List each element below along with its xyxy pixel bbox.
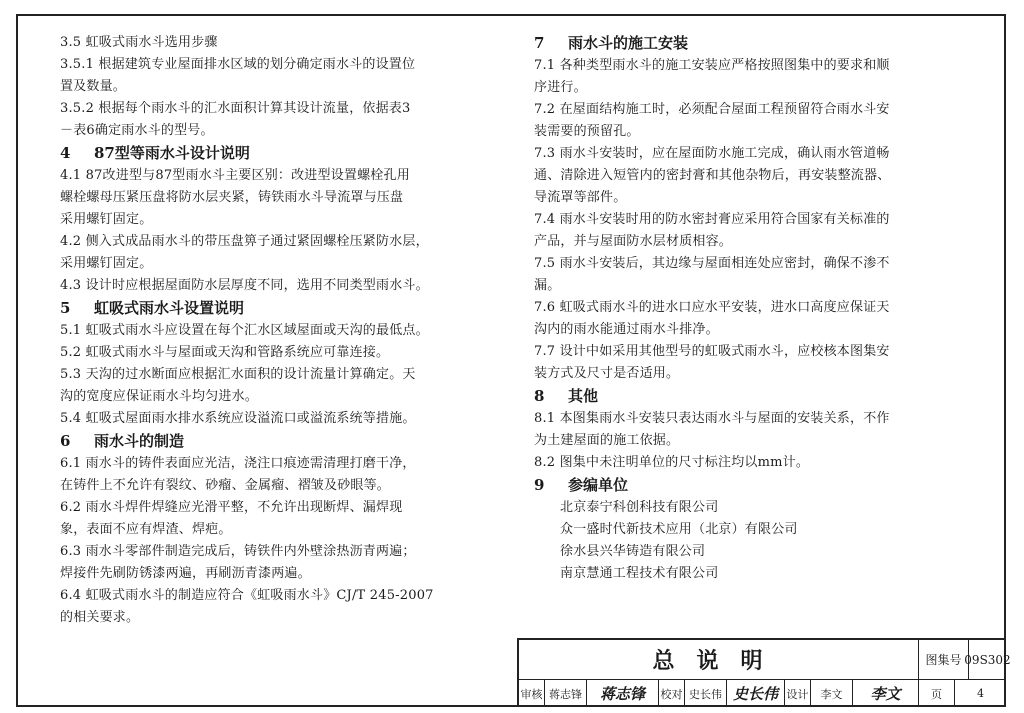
clause-5-3-cont: 沟的宽度应保证雨水斗均匀进水。 (60, 389, 259, 404)
contributor-2: 众一盛时代新技术应用（北京）有限公司 (560, 522, 798, 537)
approval-row (519, 680, 1006, 707)
section-7-heading: 7 雨水斗的施工安装 (534, 34, 689, 52)
contributor-1: 北京泰宁科创科技有限公司 (560, 500, 719, 515)
clause-7-6: 7.6 虹吸式雨水斗的进水口应水平安装，进水口高度应保证天 (534, 300, 890, 315)
right-column (534, 32, 974, 585)
title-block (517, 638, 1011, 707)
check-label: 校对 (659, 680, 685, 707)
section-6-heading: 6 雨水斗的制造 (60, 432, 185, 450)
clause-4-1: 4.1 87改进型与87型雨水斗主要区别：改进型设置螺栓孔用 (60, 168, 410, 183)
clause-4-1-cont2: 采用螺钉固定。 (60, 212, 153, 227)
contributor-4: 南京慧通工程技术有限公司 (560, 566, 719, 581)
clause-6-2-cont: 象，表面不应有焊渣、焊疤。 (60, 522, 232, 537)
clause-4-2: 4.2 侧入式成品雨水斗的带压盘箅子通过紧固螺栓压紧防水层， (60, 234, 429, 249)
clause-6-4-cont: 的相关要求。 (60, 610, 140, 625)
design-label: 设计 (785, 680, 811, 707)
clause-7-5-cont: 漏。 (534, 278, 561, 293)
section-5-heading: 5 虹吸式雨水斗设置说明 (60, 299, 245, 317)
clause-6-1: 6.1 雨水斗的铸件表面应光洁，浇注口痕迹需清理打磨干净， (60, 456, 416, 471)
clause-7-4-cont: 产品，并与屋面防水层材质相容。 (534, 234, 733, 249)
clause-5-2: 5.2 虹吸式雨水斗与屋面或天沟和管路系统应可靠连接。 (60, 345, 390, 360)
contributor-3: 徐水县兴华铸造有限公司 (560, 544, 706, 559)
reviewer-name: 蒋志锋 (545, 680, 587, 707)
designer-signature: 李文 (853, 680, 919, 707)
clause-7-4: 7.4 雨水斗安装时用的防水密封膏应采用符合国家有关标准的 (534, 212, 890, 227)
clause-7-1: 7.1 各种类型雨水斗的施工安装应严格按照图集中的要求和顺 (534, 58, 890, 73)
atlas-number: 09S302 (969, 640, 1006, 680)
clause-7-2-cont: 装需要的预留孔。 (534, 124, 640, 139)
clause-7-7: 7.7 设计中如采用其他型号的虹吸式雨水斗，应校核本图集安 (534, 344, 890, 359)
clause-5-1: 5.1 虹吸式雨水斗应设置在每个汇水区域屋面或天沟的最低点。 (60, 323, 429, 338)
clause-3-5-1: 3.5.1 根据建筑专业屋面排水区域的划分确定雨水斗的设置位 (60, 57, 416, 72)
review-label: 审核 (519, 680, 545, 707)
clause-3-5-2: 3.5.2 根据每个雨水斗的汇水面积计算其设计流量，依据表3 (60, 101, 411, 116)
clause-6-2: 6.2 雨水斗焊件焊缝应光滑平整，不允许出现断焊、漏焊现 (60, 500, 403, 515)
clause-5-4: 5.4 虹吸式屋面雨水排水系统应设溢流口或溢流系统等措施。 (60, 411, 416, 426)
clause-8-1: 8.1 本图集雨水斗安装只表达雨水斗与屋面的安装关系，不作 (534, 411, 890, 426)
section-4-heading: 4 87型等雨水斗设计说明 (60, 144, 250, 162)
clause-7-3-cont2: 导流罩等部件。 (534, 190, 627, 205)
clause-7-1-cont: 序进行。 (534, 80, 587, 95)
page-number: 4 (977, 687, 984, 700)
clause-5-3: 5.3 天沟的过水断面应根据汇水面积的设计流量计算确定。天 (60, 367, 416, 382)
checker-name: 史长伟 (685, 680, 727, 707)
reviewer-signature: 蒋志锋 (587, 680, 659, 707)
designer-name: 李文 (811, 680, 853, 707)
clause-4-3: 4.3 设计时应根据屋面防水层厚度不同，选用不同类型雨水斗。 (60, 278, 429, 293)
clause-7-7-cont: 装方式及尺寸是否适用。 (534, 366, 680, 381)
checker-signature: 史长伟 (727, 680, 785, 707)
atlas-number-label: 图集号 (919, 640, 969, 680)
left-column (60, 32, 496, 629)
clause-4-2-cont: 采用螺钉固定。 (60, 256, 153, 271)
clause-6-1-cont: 在铸件上不允许有裂纹、砂瘤、金属瘤、褶皱及砂眼等。 (60, 478, 391, 493)
section-9-heading: 9 参编单位 (534, 476, 629, 494)
clause-4-1-cont: 螺栓螺母压紧压盘将防水层夹紧，铸铁雨水斗导流罩与压盘 (60, 190, 404, 205)
clause-6-3-cont: 焊接件先刷防锈漆两遍，再刷沥青漆两遍。 (60, 566, 311, 581)
clause-7-3-cont: 通、清除进入短管内的密封膏和其他杂物后，再安装整流器、 (534, 168, 891, 183)
clause-7-2: 7.2 在屋面结构施工时，必须配合屋面工程预留符合雨水斗安 (534, 102, 890, 117)
clause-6-4: 6.4 虹吸式雨水斗的制造应符合《虹吸雨水斗》CJ/T 245-2007 (60, 588, 434, 603)
clause-8-1-cont: 为土建屋面的施工依据。 (534, 433, 680, 448)
section-3-5-title: 3.5 虹吸式雨水斗选用步骤 (60, 35, 218, 50)
clause-7-3: 7.3 雨水斗安装时，应在屋面防水施工完成，确认雨水管道畅 (534, 146, 890, 161)
clause-7-5: 7.5 雨水斗安装后，其边缘与屋面相连处应密封，确保不渗不 (534, 256, 890, 271)
clause-7-6-cont: 沟内的雨水能通过雨水斗排净。 (534, 322, 719, 337)
clause-3-5-2-cont: －表6确定雨水斗的型号。 (60, 123, 214, 138)
clause-3-5-1-cont: 置及数量。 (60, 79, 127, 94)
clause-8-2: 8.2 图集中未注明单位的尺寸标注均以mm计。 (534, 455, 810, 470)
clause-6-3: 6.3 雨水斗零部件制造完成后，铸铁件内外壁涂热沥青两遍； (60, 544, 416, 559)
page-label: 页 (919, 680, 955, 707)
section-8-heading: 8 其他 (534, 387, 599, 405)
drawing-title: 总说明 (519, 640, 919, 680)
